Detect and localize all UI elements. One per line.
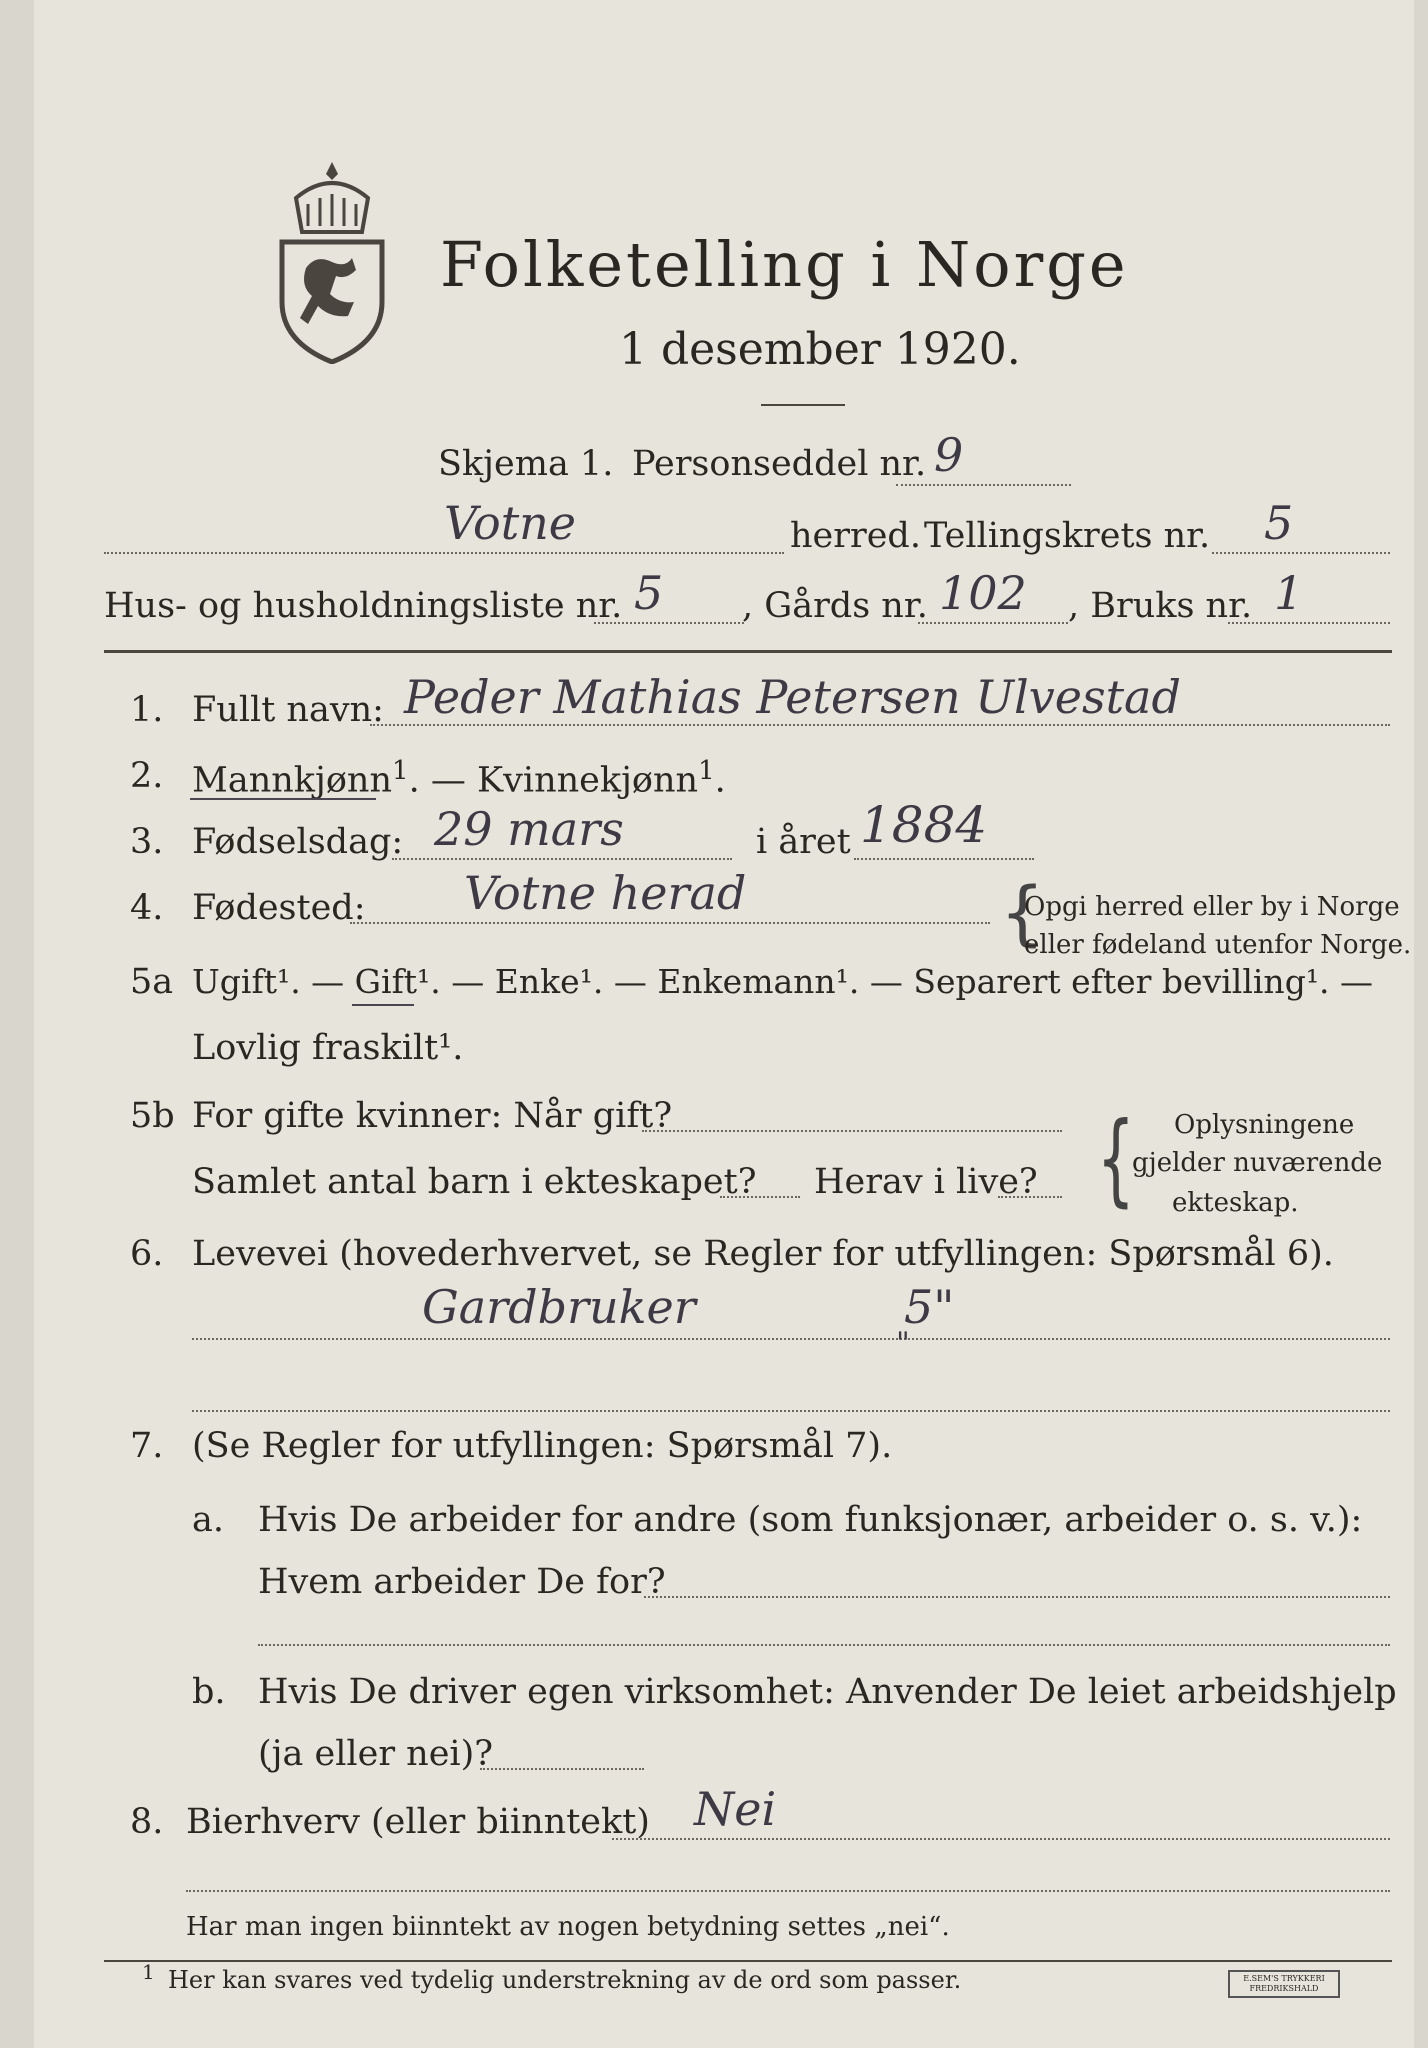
q5b-line-3 <box>998 1196 1062 1198</box>
tellingskrets-line <box>1212 552 1390 554</box>
husliste-line <box>594 622 744 624</box>
q8-label: Bierhverv (eller biinntekt) <box>186 1802 650 1842</box>
q1-line <box>370 724 1390 726</box>
q5a-option-fraskilt[interactable]: Lovlig fraskilt¹. <box>192 1028 464 1068</box>
q4-label: Fødested: <box>192 888 366 928</box>
q2-number: 2. <box>130 756 164 796</box>
q6-number: 6. <box>130 1234 164 1274</box>
q5b-note-3: ekteskap. <box>1172 1188 1299 1218</box>
personseddel-line <box>896 484 1071 486</box>
herred-value[interactable]: Votne <box>444 496 577 550</box>
bruks-value[interactable]: 1 <box>1274 566 1304 620</box>
q7-number: 7. <box>130 1426 164 1466</box>
q5b-label-2: Samlet antal barn i ekteskapet? <box>192 1162 757 1202</box>
gards-value[interactable]: 102 <box>939 566 1027 620</box>
q7a-letter: a. <box>192 1500 224 1540</box>
q5a-options[interactable]: Ugift¹. — Gift¹. — Enke¹. — Enkemann¹. — Separert efter bevilling¹. — <box>192 962 1374 1001</box>
gift-underline <box>352 1004 414 1006</box>
bruks-label: , Bruks nr. <box>1068 586 1253 626</box>
q5b-line-1 <box>642 1130 1062 1132</box>
personseddel-value[interactable]: 9 <box>934 428 964 482</box>
male-underline <box>190 798 376 800</box>
q6-value-2[interactable]: 5" <box>904 1280 955 1334</box>
q7a-line-2 <box>258 1644 1390 1646</box>
q3-year-value[interactable]: 1884 <box>860 796 988 854</box>
q8-value[interactable]: Nei <box>694 1782 777 1836</box>
printer-stamp: E.SEM'S TRYKKERI FREDRIKSHALD <box>1228 1970 1340 1998</box>
q5b-label-1: For gifte kvinner: Når gift? <box>192 1096 673 1136</box>
q4-line <box>350 922 990 924</box>
q5a-number: 5a <box>130 962 174 1002</box>
herred-line <box>104 552 784 554</box>
census-form-page <box>34 0 1414 2048</box>
q6-line-1 <box>192 1338 1390 1340</box>
q3-year-line <box>854 858 1034 860</box>
q6-label: Levevei (hovederhvervet, se Regler for utfyllingen: Spørsmål 6). <box>192 1234 1334 1274</box>
q4-note-1: Opgi herred eller by i Norge <box>1024 892 1400 922</box>
footnote-number: 1 <box>142 1960 155 1984</box>
tellingskrets-label: Tellingskrets nr. <box>924 516 1211 556</box>
q1-number: 1. <box>130 690 164 730</box>
footnote-text: Her kan svares ved tydelig understrekning av de ord som passer. <box>168 1966 962 1994</box>
footnote-divider <box>104 1960 1392 1962</box>
husliste-value[interactable]: 5 <box>634 566 664 620</box>
option-male[interactable]: Mannkjønn <box>192 760 393 801</box>
gards-line <box>918 622 1068 624</box>
q4-brace: { <box>1000 872 1045 954</box>
q3-value[interactable]: 29 mars <box>434 802 624 856</box>
q7-label: (Se Regler for utfyllingen: Spørsmål 7). <box>192 1426 893 1466</box>
q8-line <box>612 1838 1390 1840</box>
q3-year-label: i året <box>756 822 851 862</box>
q7b-line <box>480 1768 644 1770</box>
q4-note-2: eller fødeland utenfor Norge. <box>1024 930 1412 960</box>
q8-number: 8. <box>130 1802 164 1842</box>
gards-label: , Gårds nr. <box>742 586 928 626</box>
q1-label: Fullt navn: <box>192 690 384 730</box>
q7a-text: Hvis De arbeider for andre (som funksjonær, arbeider o. s. v.): <box>258 1500 1363 1540</box>
q3-number: 3. <box>130 822 164 862</box>
q3-label: Fødselsdag: <box>192 822 404 862</box>
q5b-note-2: gjelder nuværende <box>1132 1148 1383 1178</box>
form-title: Folketelling i Norge <box>440 228 1129 301</box>
census-date: 1 desember 1920. <box>619 324 1021 375</box>
q5b-label-3: Herav i live? <box>814 1162 1038 1202</box>
q4-number: 4. <box>130 888 164 928</box>
q7b-text: Hvis De driver egen virksomhet: Anvender De leiet arbeidshjelp <box>258 1672 1397 1712</box>
nei-note: Har man ingen biinntekt av nogen betydning settes „nei“. <box>186 1912 950 1942</box>
herred-label: herred. <box>790 516 921 556</box>
q6-value[interactable]: Gardbruker <box>422 1280 696 1334</box>
q5b-note-1: Oplysningene <box>1174 1110 1355 1140</box>
option-female[interactable]: Kvinnekjønn <box>476 760 699 801</box>
q6-value-3[interactable]: " <box>896 1326 910 1361</box>
header-divider <box>104 650 1392 653</box>
q5b-brace: { <box>1096 1100 1135 1217</box>
norway-coat-of-arms-icon <box>268 158 396 364</box>
q8-line-2 <box>186 1890 1390 1892</box>
personseddel-label: Personseddel nr. <box>632 444 927 484</box>
q7b-question: (ja eller nei)? <box>258 1734 494 1774</box>
q5b-line-2 <box>720 1196 800 1198</box>
title-rule <box>761 404 845 406</box>
q5b-number: 5b <box>130 1096 175 1136</box>
q7b-letter: b. <box>192 1672 226 1712</box>
q1-value[interactable]: Peder Mathias Petersen Ulvestad <box>404 670 1181 724</box>
q7a-question: Hvem arbeider De for? <box>258 1562 666 1602</box>
q7a-line-1 <box>644 1596 1390 1598</box>
q2-options: Mannkjønn$^1$. — Kvinnekjønn$^1$. <box>192 756 726 801</box>
skjema-label: Skjema 1. <box>438 444 614 484</box>
q3-line <box>392 858 732 860</box>
husliste-label: Hus- og husholdningsliste nr. <box>104 586 623 626</box>
q6-line-2 <box>192 1410 1390 1412</box>
tellingskrets-value[interactable]: 5 <box>1264 496 1294 550</box>
q4-value[interactable]: Votne herad <box>464 866 747 920</box>
bruks-line <box>1228 622 1390 624</box>
